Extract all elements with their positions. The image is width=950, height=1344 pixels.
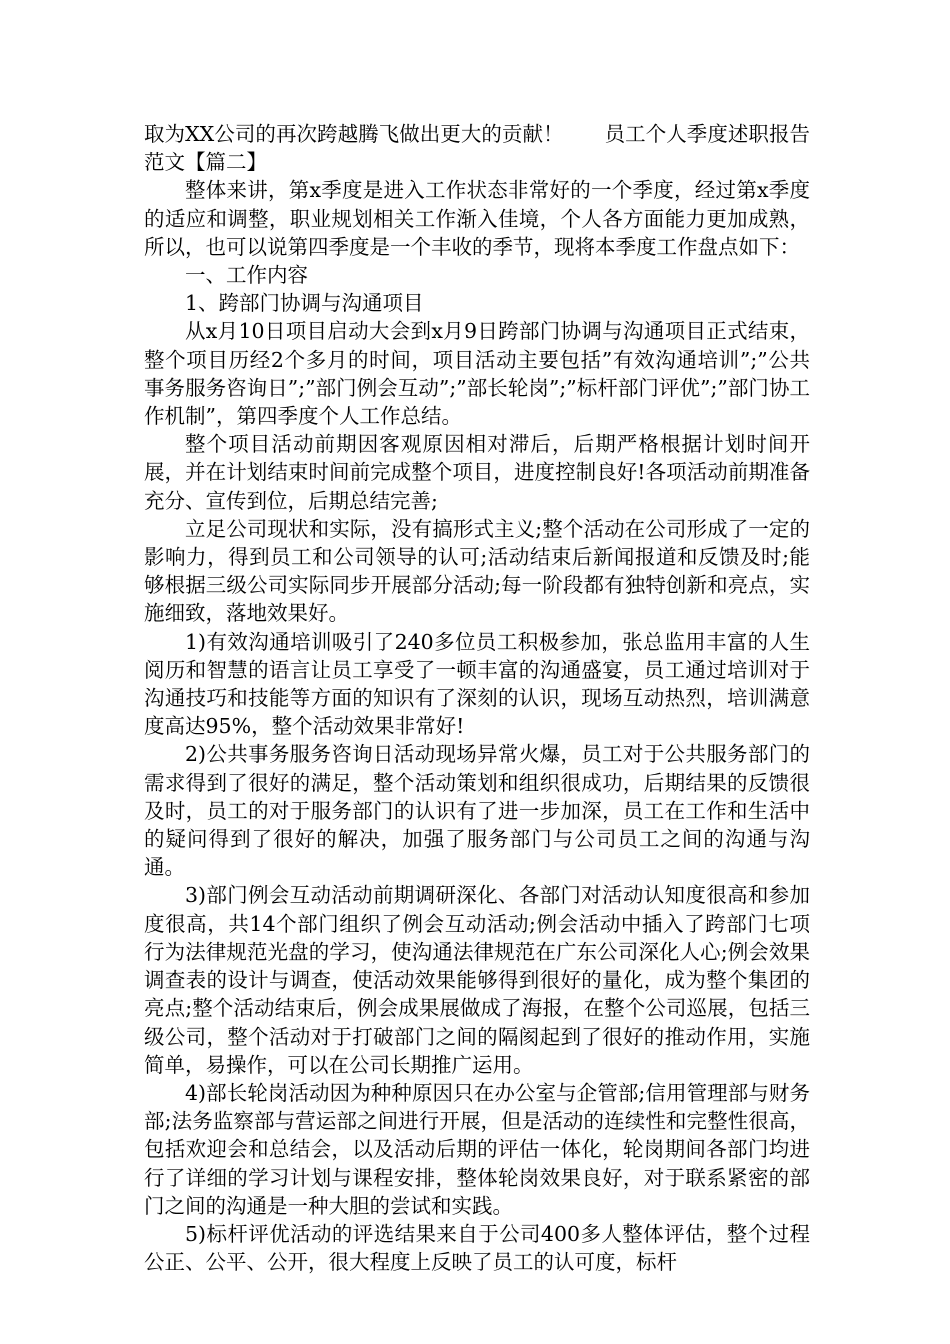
paragraph-item-1: 1)有效沟通培训吸引了240多位员工积极参加，张总监用丰富的人生阅历和智慧的语言让员工享受了一顿丰富的沟通盛宴，员工通过培训对于沟通技巧和技能等方面的知识有了深刻的认识，现场互动热烈，培训满意度高达95%，整个活动效果非常好!: [144, 629, 810, 739]
document-page: [144, 120, 810, 1276]
paragraph-item-2: 2)公共事务服务咨询日活动现场异常火爆，员工对于公共服务部门的需求得到了很好的满足，整个活动策划和组织很成功，后期结果的反馈很及时，员工的对于服务部门的认识有了进一步加深，员工在工作和生活中的疑问得到了很好的解决，加强了服务部门与公司员工之间的沟通与沟通。: [144, 742, 810, 880]
section-heading: 一、工作内容: [185, 263, 308, 288]
paragraph-progress: 整个项目活动前期因客观原因相对滞后，后期严格根据计划时间开展，并在计划结束时间前完成整个项目，进度控制良好!各项活动前期准备充分、宣传到位，后期总结完善;: [144, 432, 810, 513]
paragraph-item-4: 4)部长轮岗活动因为种种原因只在办公室与企管部;信用管理部与财务部;法务监察部与营运部之间进行开展，但是活动的连续性和完整性很高，包括欢迎会和总结会，以及活动后期的评估一体化，轮岗期间各部门均进行了详细的学习计划与课程安排，整体轮岗效果良好，对于联系紧密的部门之间的沟通是一种大胆的尝试和实践。: [144, 1080, 810, 1218]
paragraph-item-5: 5)标杆评优活动的评选结果来自于公司400多人整体评估，整个过程公正、公平、公开，很大程度上反映了员工的认可度，标杆: [144, 1221, 810, 1275]
subsection-heading: 1、跨部门协调与沟通项目: [185, 291, 424, 316]
paragraph-project-summary: 从x月10日项目启动大会到x月9日跨部门协调与沟通项目正式结束，整个项目历经2个多月的时间，项目活动主要包括”有效沟通培训”;”公共事务服务咨询日”;”部门例会互动”;”部长轮岗”;”标杆部门评优”;”部门协工作机制”，第四季度个人工作总结。: [144, 319, 810, 429]
paragraph-overview: 整体来讲，第x季度是进入工作状态非常好的一个季度，经过第x季度的适应和调整，职业规划相关工作渐入佳境，个人各方面能力更加成熟，所以，也可以说第四季度是一个丰收的季节，现将本季度工作盘点如下：: [144, 178, 810, 259]
intro-line: 取为XX公司的再次跨越腾飞做出更大的贡献！ 员工个人季度述职报告范文【篇二】: [144, 122, 810, 175]
paragraph-item-3: 3)部门例会互动活动前期调研深化、各部门对活动认知度很高和参加度很高，共14个部门组织了例会互动活动;例会活动中插入了跨部门七项行为法律规范光盘的学习，使沟通法律规范在广东公司深化人心;例会效果调查表的设计与调查，使活动效果能够得到很好的量化，成为整个集团的亮点;整个活动结束后，例会成果展做成了海报，在整个公司巡展，包括三级公司，整个活动对于打破部门之间的隔阂起到了很好的推动作用，实施简单，易操作，可以在公司长期推广运用。: [144, 883, 810, 1077]
paragraph-impact: 立足公司现状和实际，没有搞形式主义;整个活动在公司形成了一定的影响力，得到员工和公司领导的认可;活动结束后新闻报道和反馈及时;能够根据三级公司实际同步开展部分活动;每一阶段都有独特创新和亮点，实施细致，落地效果好。: [144, 516, 810, 626]
